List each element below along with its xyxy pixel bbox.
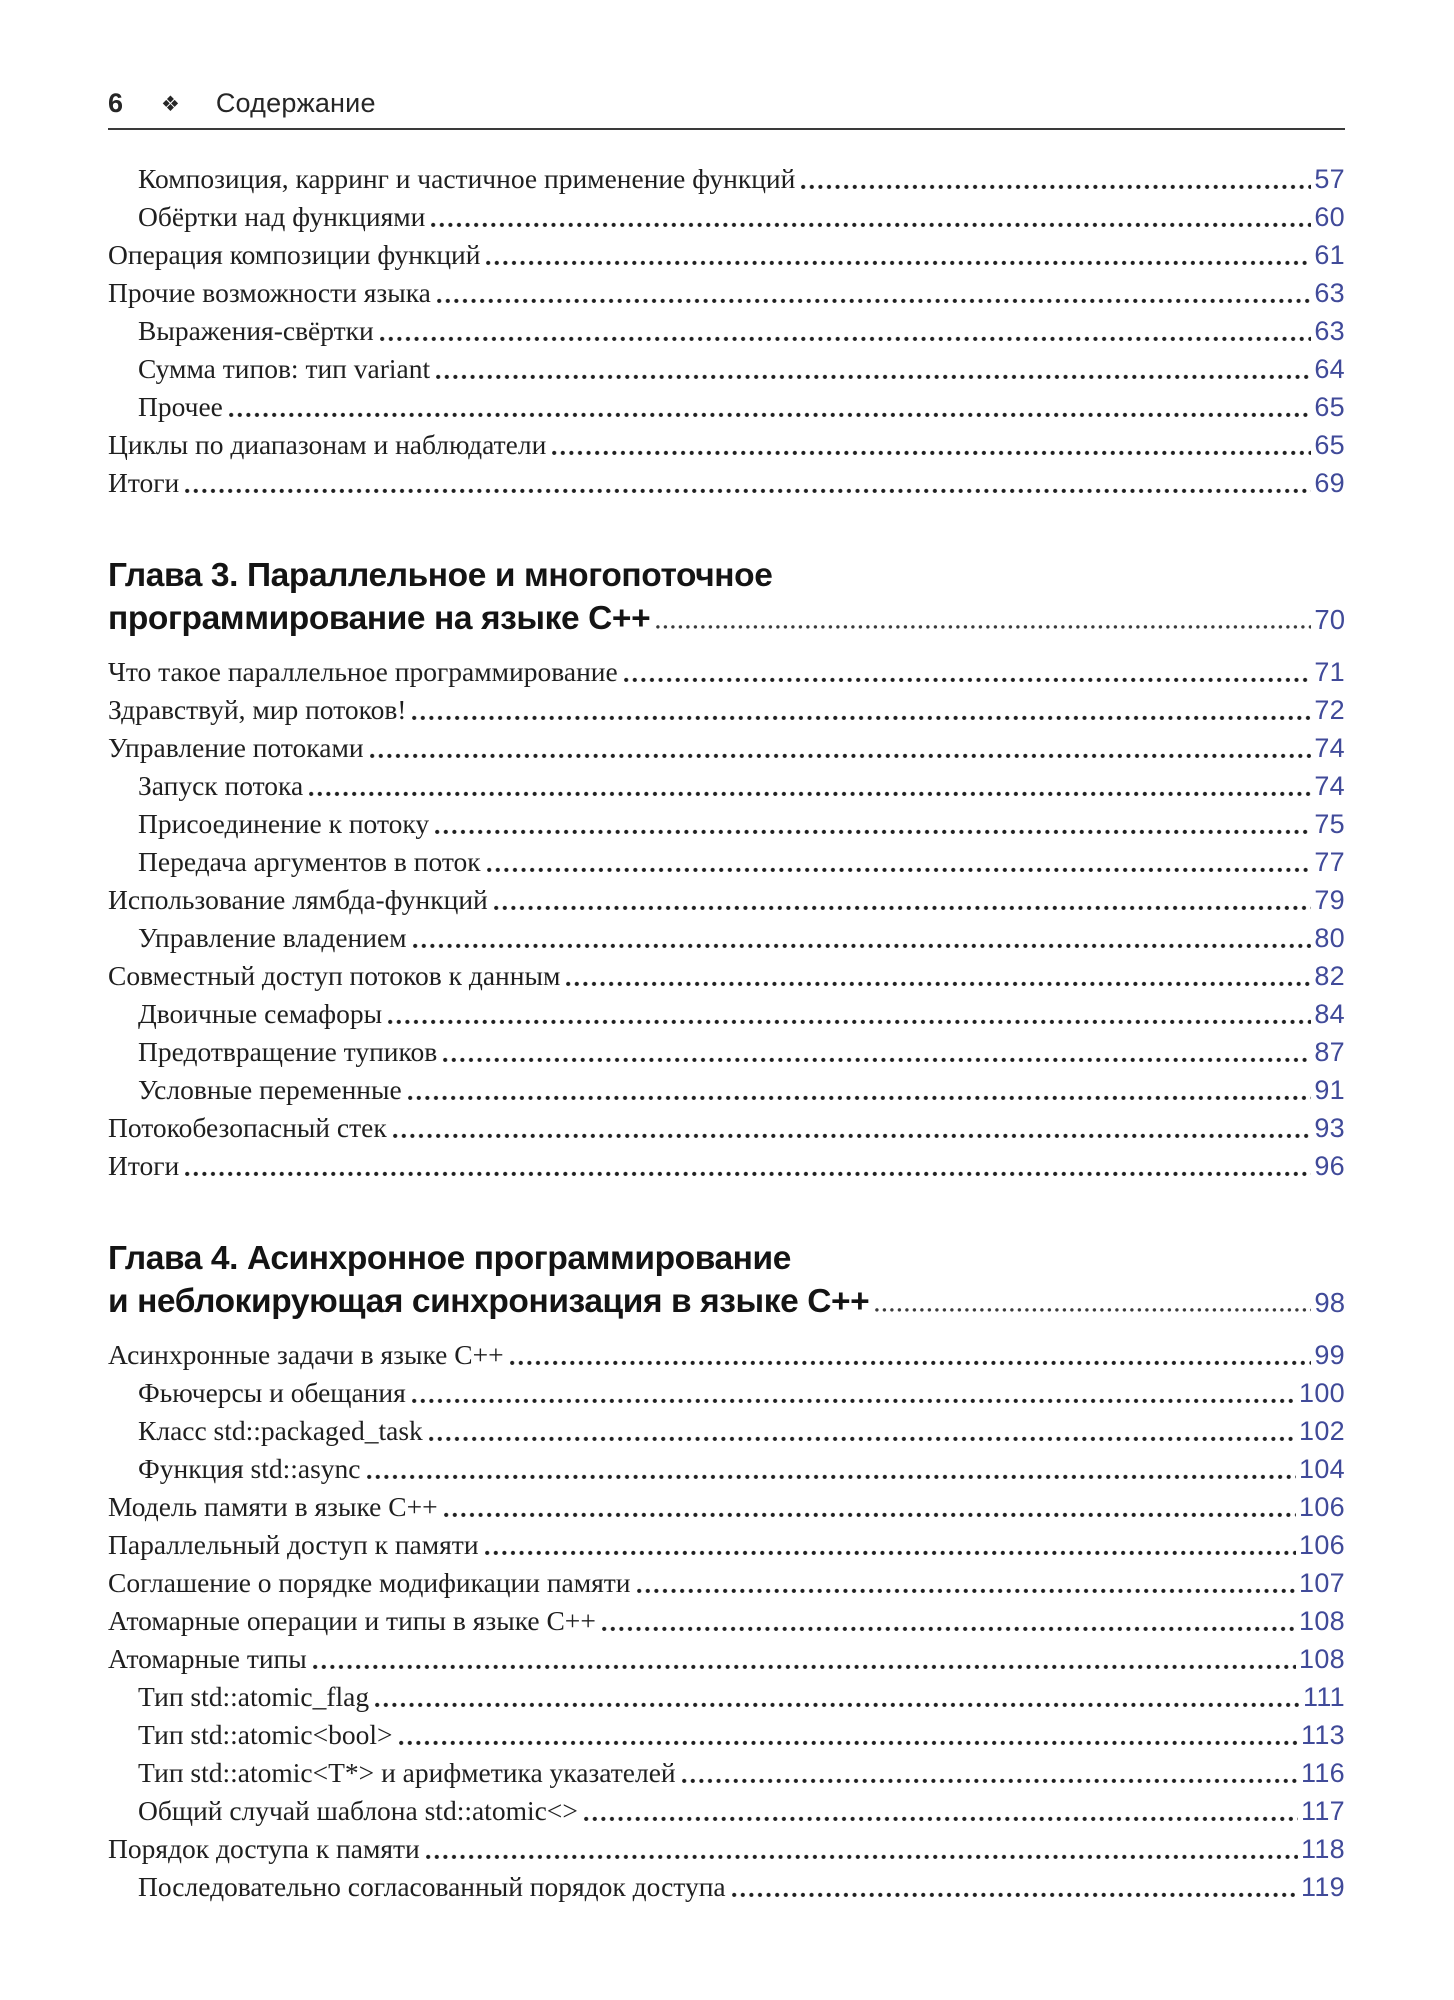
toc-entry bbox=[108, 1716, 1345, 1754]
toc-entry bbox=[108, 1147, 1345, 1185]
toc-entry bbox=[108, 653, 1345, 691]
toc-entry-page-number: 63 bbox=[1314, 278, 1345, 308]
toc-entry-label: Двоичные семафоры bbox=[138, 998, 383, 1029]
toc-entry bbox=[108, 236, 1345, 274]
toc-entry-label: Соглашение о порядке модификации памяти bbox=[108, 1567, 631, 1598]
toc-entry-page-number: 72 bbox=[1314, 695, 1345, 725]
toc-entry-label: Управление владением bbox=[138, 922, 407, 953]
toc-entry-label: Управление потоками bbox=[108, 732, 364, 763]
toc-entry-label: Общий случай шаблона std::atomic<> bbox=[138, 1795, 578, 1826]
toc-entry-label: Присоединение к потоку bbox=[138, 808, 430, 839]
toc-entry-label: Порядок доступа к памяти bbox=[108, 1833, 420, 1864]
toc-entry-label: Запуск потока bbox=[138, 770, 304, 801]
toc-entry-page-number: 74 bbox=[1314, 771, 1345, 801]
toc-entry bbox=[108, 881, 1345, 919]
toc-entry-label: Итоги bbox=[108, 1150, 180, 1181]
toc-entry-page-number: 102 bbox=[1299, 1416, 1345, 1446]
toc-entry-label: Атомарные операции и типы в языке C++ bbox=[108, 1605, 596, 1636]
toc-entry bbox=[108, 843, 1345, 881]
toc-entry-page-number: 118 bbox=[1301, 1834, 1345, 1864]
toc-entry-page-number: 65 bbox=[1314, 430, 1345, 460]
toc-entry-label: Что такое параллельное программирование bbox=[108, 656, 618, 687]
toc-entry bbox=[108, 1374, 1345, 1412]
toc-entry-label: Композиция, карринг и частичное применение функций bbox=[138, 163, 796, 194]
toc-entry bbox=[108, 1792, 1345, 1830]
toc-entry bbox=[108, 1602, 1345, 1640]
table-of-contents bbox=[108, 160, 1345, 1906]
toc-entry-label: Совместный доступ потоков к данным bbox=[108, 960, 561, 991]
toc-entry-label: Атомарные типы bbox=[108, 1643, 307, 1674]
toc-entry-page-number: 84 bbox=[1314, 999, 1345, 1029]
chapter-title-line1: Глава 4. Асинхронное программирование bbox=[108, 1240, 791, 1277]
toc-entry-page-number: 61 bbox=[1314, 240, 1345, 270]
toc-entry-page-number: 65 bbox=[1314, 392, 1345, 422]
toc-entry-label: Прочее bbox=[138, 391, 223, 422]
toc-entry bbox=[108, 919, 1345, 957]
toc-entry bbox=[108, 1488, 1345, 1526]
chapter-title-label: и неблокирующая синхронизация в языке C++ bbox=[108, 1283, 870, 1320]
toc-entry bbox=[108, 1412, 1345, 1450]
toc-entry-label: Модель памяти в языке C++ bbox=[108, 1491, 438, 1522]
toc-entry-page-number: 69 bbox=[1314, 468, 1345, 498]
toc-entry-page-number: 111 bbox=[1303, 1682, 1345, 1712]
toc-entry-page-number: 63 bbox=[1314, 316, 1345, 346]
toc-entry bbox=[108, 1336, 1345, 1374]
toc-entry-page-number: 71 bbox=[1314, 657, 1345, 687]
toc-entry-page-number: 108 bbox=[1299, 1644, 1345, 1674]
toc-entry-label: Передача аргументов в поток bbox=[138, 846, 481, 877]
toc-entry-page-number: 57 bbox=[1314, 164, 1345, 194]
toc-chapter-heading bbox=[108, 554, 1345, 641]
toc-entry bbox=[108, 1033, 1345, 1071]
toc-entry-page-number: 93 bbox=[1314, 1113, 1345, 1143]
toc-entry-label: Условные переменные bbox=[138, 1074, 402, 1105]
toc-entry-page-number: 108 bbox=[1299, 1606, 1345, 1636]
toc-entry-page-number: 79 bbox=[1314, 885, 1345, 915]
toc-entry-page-number: 64 bbox=[1314, 354, 1345, 384]
chapter-title-line2 bbox=[108, 1280, 1345, 1324]
toc-entry-label: Предотвращение тупиков bbox=[138, 1036, 438, 1067]
toc-entry-page-number: 96 bbox=[1314, 1151, 1345, 1181]
toc-entry-page-number: 116 bbox=[1301, 1758, 1345, 1788]
toc-entry bbox=[108, 1830, 1345, 1868]
toc-entry-label: Сумма типов: тип variant bbox=[138, 353, 431, 384]
toc-entry-page-number: 82 bbox=[1314, 961, 1345, 991]
toc-entry-page-number: 91 bbox=[1314, 1075, 1345, 1105]
toc-entry-label: Тип std::atomic<T*> и арифметика указателей bbox=[138, 1757, 676, 1788]
toc-entry-label: Потокобезопасный стек bbox=[108, 1112, 387, 1143]
diamond-separator-icon: ❖ bbox=[161, 93, 180, 116]
toc-entry bbox=[108, 1109, 1345, 1147]
toc-entry-label: Прочие возможности языка bbox=[108, 277, 431, 308]
toc-entry bbox=[108, 1640, 1345, 1678]
toc-entry bbox=[108, 691, 1345, 729]
toc-entry-page-number: 107 bbox=[1299, 1568, 1345, 1598]
toc-entry bbox=[108, 1564, 1345, 1602]
toc-entry-label: Использование лямбда-функций bbox=[108, 884, 488, 915]
toc-entry-page-number: 77 bbox=[1314, 847, 1345, 877]
toc-entry bbox=[108, 312, 1345, 350]
toc-entry bbox=[108, 274, 1345, 312]
toc-entry-label: Циклы по диапазонам и наблюдатели bbox=[108, 429, 547, 460]
running-head bbox=[108, 88, 1345, 130]
toc-entry-page-number: 100 bbox=[1299, 1378, 1345, 1408]
toc-entry bbox=[108, 1450, 1345, 1488]
toc-entry bbox=[108, 160, 1345, 198]
toc-entry-label: Тип std::atomic_flag bbox=[138, 1681, 370, 1712]
toc-entry-label: Асинхронные задачи в языке C++ bbox=[108, 1339, 504, 1370]
toc-entry-page-number: 74 bbox=[1314, 733, 1345, 763]
toc-entry-label: Обёртки над функциями bbox=[138, 201, 426, 232]
toc-entry-page-number: 99 bbox=[1314, 1340, 1345, 1370]
toc-entry-label: Тип std::atomic<bool> bbox=[138, 1719, 393, 1750]
toc-entry bbox=[108, 198, 1345, 236]
toc-entry-page-number: 80 bbox=[1314, 923, 1345, 953]
toc-entry-label: Итоги bbox=[108, 467, 180, 498]
toc-entry bbox=[108, 464, 1345, 502]
toc-entry-label: Параллельный доступ к памяти bbox=[108, 1529, 479, 1560]
toc-entry bbox=[108, 995, 1345, 1033]
toc-entry-page-number: 106 bbox=[1299, 1530, 1345, 1560]
toc-entry-page-number: 87 bbox=[1314, 1037, 1345, 1067]
toc-entry-page-number: 119 bbox=[1301, 1872, 1345, 1902]
folio-page-number: 6 bbox=[108, 88, 124, 118]
chapter-title-line2 bbox=[108, 597, 1345, 641]
toc-entry bbox=[108, 1868, 1345, 1906]
toc-entry bbox=[108, 350, 1345, 388]
toc-entry-label: Функция std::async bbox=[138, 1453, 361, 1484]
chapter-page-number: 98 bbox=[1314, 1287, 1345, 1318]
toc-entry bbox=[108, 767, 1345, 805]
toc-entry bbox=[108, 388, 1345, 426]
chapter-page-number: 70 bbox=[1314, 604, 1345, 635]
toc-entry bbox=[108, 1526, 1345, 1564]
toc-entry-label: Фьючерсы и обещания bbox=[138, 1377, 406, 1408]
toc-entry-label: Последовательно согласованный порядок доступа bbox=[138, 1871, 726, 1902]
toc-entry bbox=[108, 1678, 1345, 1716]
toc-entry bbox=[108, 805, 1345, 843]
running-head-title: Содержание bbox=[215, 88, 376, 118]
toc-entry bbox=[108, 1071, 1345, 1109]
toc-entry-page-number: 60 bbox=[1314, 202, 1345, 232]
toc-entry bbox=[108, 957, 1345, 995]
toc-entry bbox=[108, 729, 1345, 767]
toc-entry-label: Класс std::packaged_task bbox=[138, 1415, 423, 1446]
toc-entry-page-number: 113 bbox=[1301, 1720, 1345, 1750]
toc-entry bbox=[108, 426, 1345, 464]
toc-entry-page-number: 106 bbox=[1299, 1492, 1345, 1522]
toc-entry-page-number: 117 bbox=[1301, 1796, 1345, 1826]
toc-entry-label: Здравствуй, мир потоков! bbox=[108, 694, 407, 725]
toc-entry-page-number: 104 bbox=[1299, 1454, 1345, 1484]
toc-entry bbox=[108, 1754, 1345, 1792]
toc-entry-page-number: 75 bbox=[1314, 809, 1345, 839]
toc-entry-label: Операция композиции функций bbox=[108, 239, 481, 270]
toc-entry-label: Выражения-свёртки bbox=[138, 315, 374, 346]
chapter-title-line1: Глава 3. Параллельное и многопоточное bbox=[108, 557, 773, 594]
chapter-title-label: программирование на языке C++ bbox=[108, 600, 651, 637]
toc-chapter-heading bbox=[108, 1237, 1345, 1324]
